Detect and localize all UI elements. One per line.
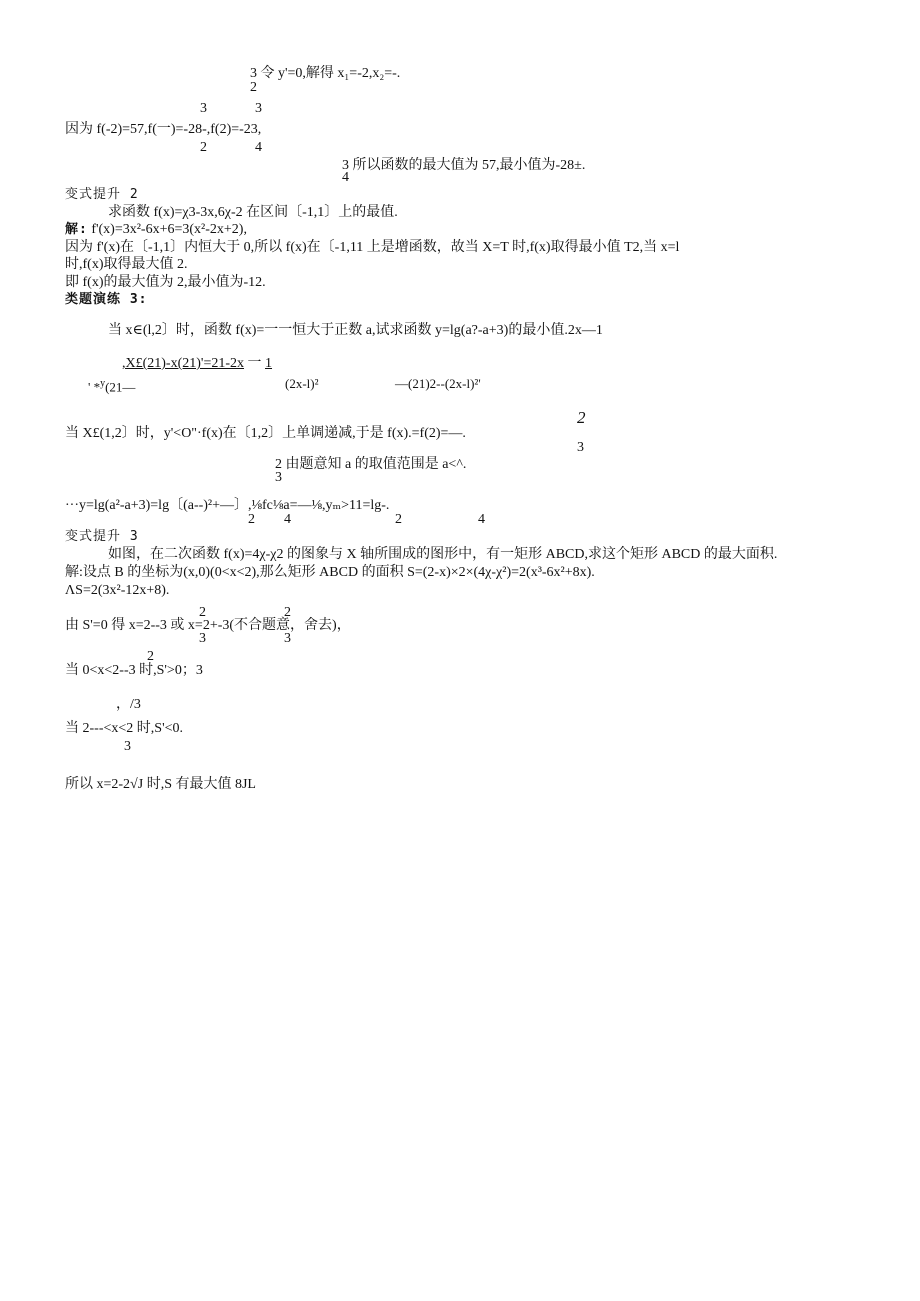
text-span: ' * — [88, 379, 101, 395]
text-line: 当 x∈(l,2〕时，函数 f(x)=一一恒大于正数 a,试求函数 y=lg(a?-a+3)的最小值.2x—1 — [108, 323, 603, 338]
text-line: 当 2---<x<2 时,S'<0. — [65, 721, 183, 736]
text-line — [88, 376, 135, 395]
text-line: 2 — [577, 408, 586, 427]
text-span: y — [100, 378, 106, 389]
text-line: 即 f(x)的最大值为 2,最小值为-12. — [65, 275, 266, 290]
text-line: 4 — [478, 512, 485, 527]
section-heading: 变式提升 2 — [65, 187, 139, 202]
text-line: 3 — [284, 631, 291, 646]
text-line: 4 — [342, 170, 349, 185]
text-line: 2 — [199, 605, 206, 620]
text-span: (21— — [105, 379, 136, 395]
text-line: 3 — [199, 631, 206, 646]
text-line: 3 — [124, 739, 131, 754]
text-line: 2 — [248, 512, 255, 527]
text-line: 因为 f'(x)在〔-1,1〕内恒大于 0,所以 f(x)在〔-1,11 上是增函数，故当 X=T 时,f(x)取得最小值 T2,当 x=l — [65, 240, 680, 255]
text-line: 因为 f(-2)=57,f(一)=-28-,f(2)=-23, — [65, 122, 262, 137]
text-line: 时,f(x)取得最大值 2. — [65, 257, 188, 272]
text-line: —(21)2--(2x-l)²' — [395, 376, 481, 391]
text-line: 3 — [255, 101, 262, 116]
text-span: f'(x)=3x²-6x+6=3(x²-2x+2), — [91, 222, 247, 237]
text-line: 3 所以函数的最大值为 57,最小值为-28±. — [342, 158, 586, 173]
text-line: 4 — [284, 512, 291, 527]
text-span: ,X£(21)-x(21)'=21-2x — [122, 356, 245, 371]
solution-label: 解: — [65, 222, 88, 237]
text-line: 解:设点 B 的坐标为(x,0)(0<x<2),那么矩形 ABCD 的面积 S=(2-x)×2×(4χ-χ²)=2(x³-6x²+8x). — [65, 565, 595, 580]
text-span: 1 — [265, 356, 273, 371]
text-line — [122, 356, 272, 372]
text-line: 3 — [275, 470, 282, 485]
text-line: 2 — [250, 80, 257, 95]
text-line: 2 — [395, 512, 402, 527]
text-span: 一 — [247, 356, 262, 371]
text-line: 由 S'=0 得 x=2--3 或 x=2+-3(不合题意，舍去)， — [65, 618, 351, 633]
text-line: 3 — [200, 101, 207, 116]
text-line: 2 由题意知 a 的取值范围是 a<^. — [275, 457, 467, 472]
text-line: 3 令 y'=0,解得 x₁=-2,x₂=-. — [250, 66, 401, 81]
text-line: 当 0<x<2--3 时,S'>0；3 — [65, 663, 203, 678]
text-line: ···y=lg(a²-a+3)=lg〔(a--)²+—〕,⅛fc⅛a=—⅛,yₘ>11=lg-. — [65, 498, 390, 513]
text-line: 当 X£(1,2〕时，y'<O"·f(x)在〔1,2〕上单调递减,于是 f(x).=f(2)=—. — [65, 426, 466, 441]
text-line — [65, 222, 247, 238]
text-line: 2 — [284, 605, 291, 620]
text-line: 所以 x=2-2√J 时,S 有最大值 8JL — [65, 777, 256, 792]
section-heading: 类题演练 3: — [65, 292, 148, 307]
text-line: 4 — [255, 140, 262, 155]
text-line: 2 — [200, 140, 207, 155]
text-line: ，/3 — [116, 697, 141, 712]
text-line: 3 — [577, 440, 584, 455]
section-heading: 变式提升 3 — [65, 529, 139, 544]
text-line: 2 — [147, 649, 154, 664]
text-line: ΛS=2(3x²-12x+8). — [65, 583, 170, 598]
text-line: 如图，在二次函数 f(x)=4χ-χ2 的图象与 X 轴所围成的图形中，有一矩形 ABCD,求这个矩形 ABCD 的最大面积. — [108, 547, 778, 562]
text-line: 求函数 f(x)=χ3-3x,6χ-2 在区间〔-1,1〕上的最值. — [108, 205, 398, 220]
text-line: (2x-l)² — [285, 376, 319, 391]
